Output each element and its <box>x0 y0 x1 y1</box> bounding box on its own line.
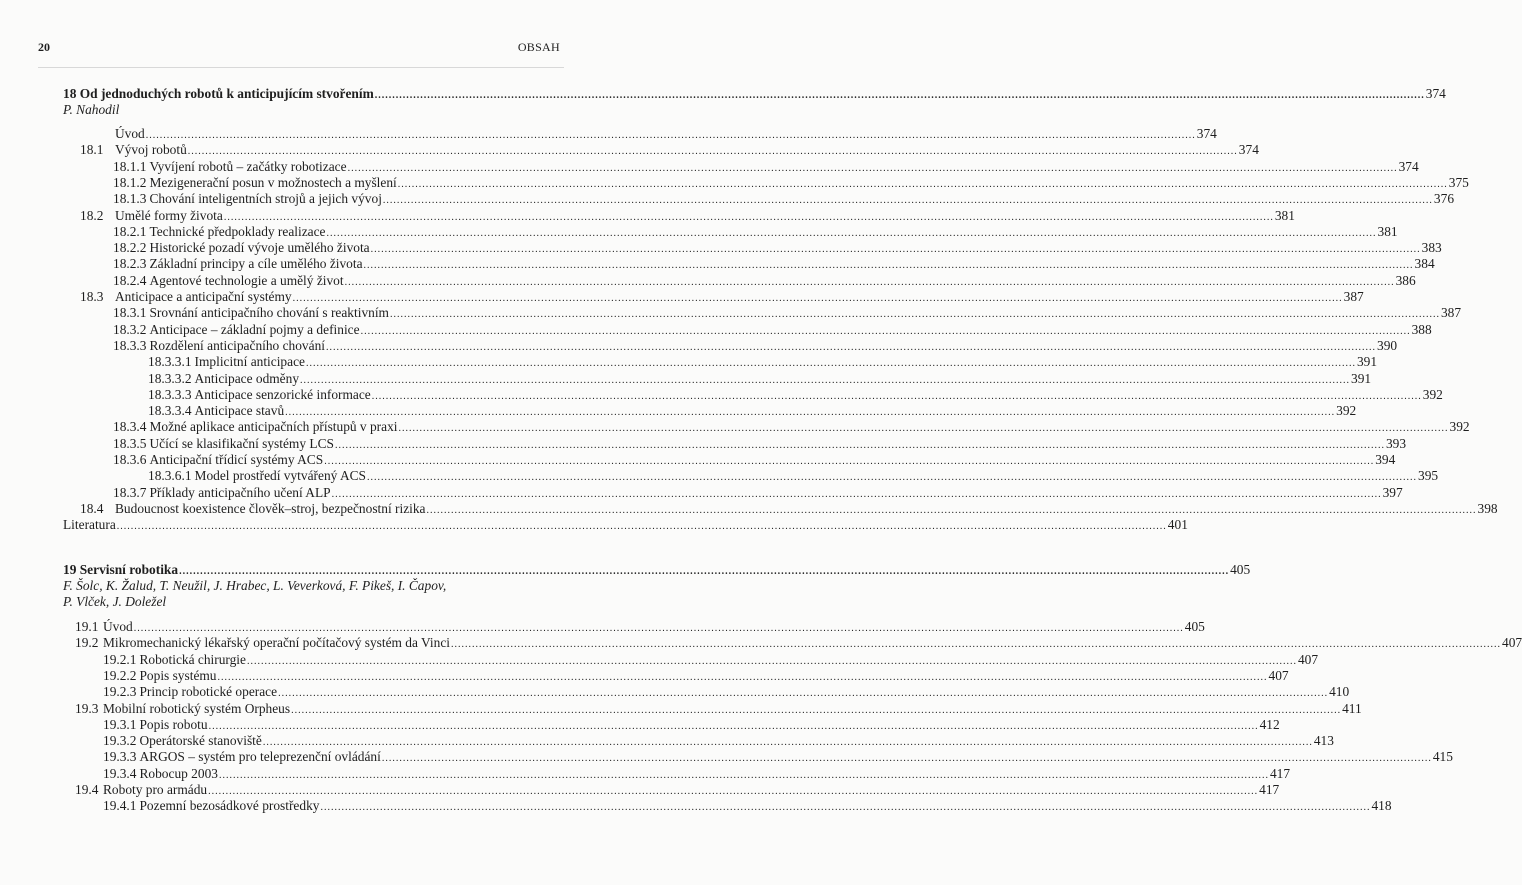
toc-entry[interactable] <box>103 798 1392 816</box>
section-number: 18.1.2 <box>113 174 147 190</box>
page-ref: 418 <box>1371 798 1392 814</box>
entry-label <box>148 403 284 419</box>
section-title: Anticipace – základní pojmy a definice <box>149 321 360 337</box>
section-title: Rozdělení anticipačního chování <box>149 337 325 353</box>
page-ref: 391 <box>1356 354 1378 370</box>
entry-label <box>148 371 299 387</box>
entry-label <box>148 468 366 484</box>
section-title: Mobilní robotický systém Orpheus <box>103 700 291 716</box>
page-ref: 417 <box>1259 782 1280 797</box>
toc-entry[interactable] <box>80 500 1498 519</box>
page-ref: 401 <box>1167 517 1188 533</box>
dot-leader: ............................................................................................................................................................................................................................................................................................................ <box>371 390 1422 402</box>
toc-entry[interactable] <box>80 207 1295 226</box>
toc-entry[interactable] <box>148 354 1378 372</box>
page-ref: 395 <box>1418 468 1439 484</box>
section-number: 19.3.3 <box>103 749 137 765</box>
page-ref: 405 <box>1184 619 1205 634</box>
section-number: 19.2.1 <box>103 651 137 667</box>
entry-label <box>103 668 217 684</box>
dot-leader: ............................................................................................................................................................................................................................................................................................................ <box>398 423 1449 435</box>
dot-leader: ............................................................................................................................................................................................................................................................................................................ <box>370 244 1421 256</box>
entry-label <box>113 175 397 191</box>
section-title: Literatura <box>63 517 116 533</box>
entry-label <box>80 208 223 224</box>
page-ref: 412 <box>1259 716 1280 732</box>
section-title: Historické pozadí vývoje umělého života <box>149 240 370 256</box>
page-ref: 383 <box>1421 240 1442 256</box>
section-number: 18.3.3 <box>113 337 147 353</box>
dot-leader: ............................................................................................................................................................................................................................................................................................................ <box>344 276 1395 288</box>
entry-label <box>113 240 370 256</box>
section-number: 18.3.1 <box>113 305 147 321</box>
page-ref: 387 <box>1343 289 1364 304</box>
page-ref: 392 <box>1449 419 1470 435</box>
page-ref: 390 <box>1377 337 1398 353</box>
section-title: Úvod <box>103 619 133 634</box>
page-ref: 397 <box>1382 484 1403 500</box>
page-ref: 384 <box>1414 256 1435 272</box>
toc-entry[interactable] <box>80 142 1259 160</box>
toc-entry[interactable] <box>75 782 1280 800</box>
dot-leader: ............................................................................................................................................................................................................................................................................................................ <box>347 162 1398 174</box>
page-ref: 407 <box>1297 651 1319 667</box>
section-number: 19.3 <box>75 700 99 716</box>
section-title: Roboty pro armádu <box>103 782 208 797</box>
dot-leader: ............................................................................................................................................................................................................................................................................................................ <box>133 623 1184 634</box>
dot-leader: ............................................................................................................................................................................................................................................................................................................ <box>291 704 1342 716</box>
section-title: Agentové technologie a umělý život <box>149 272 344 288</box>
toc-entry[interactable] <box>148 370 1372 389</box>
chapter-heading[interactable] <box>63 86 1446 104</box>
section-number: 18.3.7 <box>113 484 147 500</box>
section-number: 18.3.5 <box>113 435 147 451</box>
toc-entry[interactable] <box>103 651 1319 670</box>
dot-leader: ............................................................................................................................................................................................................................................................................................................ <box>292 293 1343 304</box>
dot-leader: ............................................................................................................................................................................................................................................................................................................ <box>326 341 1376 353</box>
entry-label <box>113 452 323 468</box>
section-title: Srovnání anticipačního chování s reaktivním <box>149 305 389 321</box>
dot-leader: ............................................................................................................................................................................................................................................................................................................ <box>374 90 1425 101</box>
page-ref: 415 <box>1432 749 1453 765</box>
section-number: 19.4 <box>75 782 99 797</box>
toc-entry[interactable] <box>63 517 1188 535</box>
section-number: 18.3.3.3 <box>148 386 192 402</box>
dot-leader: ............................................................................................................................................................................................................................................................................................................ <box>218 769 1269 781</box>
section-title: Vyvíjení robotů – začátky robotizace <box>149 158 347 174</box>
section-title: Anticipační třídicí systémy ACS <box>149 452 324 467</box>
page-ref: 393 <box>1385 435 1407 451</box>
toc-entry[interactable] <box>113 337 1398 356</box>
section-title: Umělé formy života <box>115 207 223 223</box>
section-title: Anticipace senzorické informace <box>194 386 371 402</box>
page-ref: 374 <box>1425 86 1446 101</box>
section-title: Anticipace odměny <box>194 370 300 386</box>
section-title: Popis systému <box>139 667 217 683</box>
entry-label <box>113 191 382 207</box>
page-ref: 386 <box>1395 272 1416 288</box>
entry-label <box>113 159 347 175</box>
entry-label <box>103 717 208 733</box>
toc-entry[interactable] <box>103 749 1453 767</box>
section-title: Mikromechanický lékařský operační počítačový systém da Vinci <box>103 635 450 651</box>
entry-label <box>103 749 381 765</box>
section-title: Základní principy a cíle umělého života <box>149 256 363 272</box>
chapter-authors: P. Nahodil <box>63 102 120 117</box>
toc-entry[interactable] <box>113 419 1470 437</box>
page-ref: 381 <box>1274 207 1295 223</box>
page-ref: 407 <box>1502 635 1522 651</box>
toc-entry[interactable] <box>113 256 1435 274</box>
section-title: Mezigenerační posun v možnostech a myšlení <box>149 174 397 190</box>
entry-label <box>113 436 334 452</box>
section-title: Model prostředí vytvářený ACS <box>194 468 366 484</box>
dot-leader: ............................................................................................................................................................................................................................................................................................................ <box>360 325 1411 337</box>
page-ref: 413 <box>1313 733 1334 749</box>
section-number: 18.1.3 <box>113 191 147 207</box>
dot-leader: ............................................................................................................................................................................................................................................................................................................ <box>262 737 1313 749</box>
chapter-authors: P. Vlček, J. Doležel <box>63 594 167 610</box>
section-title: Robocup 2003 <box>139 765 218 781</box>
page-ref: 411 <box>1342 700 1362 716</box>
section-number: 18.1.1 <box>113 158 147 174</box>
section-number: 19.3.4 <box>103 765 137 781</box>
page-ref: 391 <box>1351 370 1372 386</box>
section-number: 18.2.3 <box>113 256 147 272</box>
section-number: 18.3.6 <box>113 452 147 467</box>
page-ref: 374 <box>1238 142 1259 158</box>
toc-entry[interactable] <box>113 158 1419 177</box>
section-title: Implicitní anticipace <box>194 354 305 370</box>
toc-entry[interactable] <box>148 468 1439 486</box>
entry-label <box>113 485 331 501</box>
section-title: Úvod <box>115 126 145 141</box>
entry-label <box>148 387 371 403</box>
page-ref: 381 <box>1377 223 1398 239</box>
section-number: 18.3.6.1 <box>148 468 192 484</box>
dot-leader: ............................................................................................................................................................................................................................................................................................................ <box>334 439 1385 451</box>
page-ref: 407 <box>1268 667 1289 683</box>
entry-label <box>113 224 326 240</box>
toc-entry[interactable] <box>113 484 1403 503</box>
toc-entry[interactable] <box>113 272 1416 291</box>
section-number: 19.3.2 <box>103 733 137 749</box>
entry-label <box>75 782 207 798</box>
toc-entry[interactable] <box>113 174 1469 193</box>
section-number: 18.3.3.1 <box>148 354 192 370</box>
chapter-authors: F. Šolc, K. Žalud, T. Neužil, J. Hrabec, L. Veverková, F. Pikeš, I. Čapov, <box>63 578 447 593</box>
section-title: Anticipace stavů <box>194 403 285 419</box>
page-ref: 394 <box>1375 452 1396 467</box>
dot-leader: ............................................................................................................................................................................................................................................................................................................ <box>223 211 1274 223</box>
toc-entry[interactable] <box>103 733 1334 751</box>
toc-entry[interactable] <box>103 684 1350 702</box>
page-ref: 417 <box>1269 765 1291 781</box>
section-number: 18.3.2 <box>113 321 147 337</box>
entry-label <box>75 635 450 651</box>
section-number: 18.2.2 <box>113 240 147 256</box>
entry-label <box>80 142 187 158</box>
page-number: 20 <box>38 40 50 54</box>
page-ref: 374 <box>1398 158 1419 174</box>
toc-entry[interactable] <box>113 305 1462 323</box>
dot-leader: ............................................................................................................................................................................................................................................................................................................ <box>326 227 1377 239</box>
section-number: 19.3.1 <box>103 716 137 732</box>
entry-label <box>103 798 319 814</box>
section-title: Princip robotické operace <box>139 684 278 700</box>
toc-entry[interactable] <box>113 240 1442 258</box>
toc-entry[interactable] <box>113 191 1455 209</box>
entry-label <box>75 701 290 717</box>
dot-leader: ............................................................................................................................................................................................................................................................................................................ <box>320 802 1371 814</box>
toc-entry[interactable] <box>103 765 1291 784</box>
dot-leader: ............................................................................................................................................................................................................................................................................................................ <box>285 407 1336 419</box>
page-ref: 374 <box>1196 126 1217 141</box>
dot-leader: ............................................................................................................................................................................................................................................................................................................ <box>208 720 1259 732</box>
chapter-title: 18 Od jednoduchých robotů k anticipujícím stvořením <box>63 86 374 101</box>
dot-leader: ............................................................................................................................................................................................................................................................................................................ <box>331 488 1382 500</box>
section-number: 19.2.3 <box>103 684 137 700</box>
dot-leader: ............................................................................................................................................................................................................................................................................................................ <box>116 521 1167 533</box>
entry-label <box>80 501 426 517</box>
dot-leader: ............................................................................................................................................................................................................................................................................................................ <box>305 358 1356 370</box>
entry-label <box>103 766 218 782</box>
section-number: 18.3.4 <box>113 419 147 435</box>
dot-leader: ............................................................................................................................................................................................................................................................................................................ <box>426 504 1477 516</box>
dot-leader: ............................................................................................................................................................................................................................................................................................................ <box>382 195 1433 207</box>
section-title: Chování inteligentních strojů a jejich vývoj <box>149 191 382 207</box>
dot-leader: ............................................................................................................................................................................................................................................................................................................ <box>324 456 1375 467</box>
section-number: 19.4.1 <box>103 798 137 814</box>
section-title: Popis robotu <box>139 716 208 732</box>
dot-leader: ............................................................................................................................................................................................................................................................................................................ <box>300 374 1351 386</box>
dot-leader: ............................................................................................................................................................................................................................................................................................................ <box>217 671 1268 683</box>
toc-entry[interactable] <box>113 223 1398 242</box>
page-ref: 398 <box>1477 500 1498 516</box>
dot-leader: ............................................................................................................................................................................................................................................................................................................ <box>208 786 1259 797</box>
toc-entry[interactable] <box>148 403 1357 421</box>
page-ref: 392 <box>1422 386 1443 402</box>
entry-label <box>113 273 344 289</box>
toc-entry[interactable] <box>103 667 1289 686</box>
section-number: 18.3.3.4 <box>148 403 192 419</box>
dot-leader: ............................................................................................................................................................................................................................................................................................................ <box>381 753 1432 765</box>
section-number: 18.3 <box>80 289 104 304</box>
dot-leader: ............................................................................................................................................................................................................................................................................................................ <box>397 178 1448 190</box>
section-title: Technické předpoklady realizace <box>149 223 326 239</box>
section-number: 18.1 <box>80 142 104 158</box>
toc-entry[interactable] <box>75 635 1522 653</box>
entry-label <box>113 419 398 435</box>
section-number: 19.2.2 <box>103 667 137 683</box>
toc-entry[interactable] <box>75 700 1362 719</box>
entry-label <box>63 517 116 533</box>
entry-label <box>148 354 305 370</box>
section-title: Robotická chirurgie <box>139 651 246 667</box>
toc-entry[interactable] <box>148 386 1443 405</box>
dot-leader: ............................................................................................................................................................................................................................................................................................................ <box>363 260 1414 272</box>
entry-label <box>115 126 145 142</box>
entry-label <box>113 322 360 338</box>
entry-label <box>113 305 389 321</box>
section-title: Budoucnost koexistence člověk–stroj, bezpečnostní rizika <box>115 500 426 516</box>
page-ref: 410 <box>1329 684 1350 700</box>
dot-leader: ............................................................................................................................................................................................................................................................................................................ <box>389 309 1440 321</box>
page-ref: 375 <box>1448 174 1469 190</box>
section-number: 18.2.4 <box>113 272 147 288</box>
page-ref: 387 <box>1440 305 1462 321</box>
toc-entry[interactable] <box>113 435 1407 454</box>
dot-leader: ............................................................................................................................................................................................................................................................................................................ <box>451 639 1501 651</box>
page-ref: 405 <box>1230 562 1251 577</box>
toc-entry[interactable] <box>103 716 1280 735</box>
section-title: ARGOS – systém pro teleprezenční ovládání <box>139 749 381 765</box>
header-rule <box>38 67 564 68</box>
dot-leader: ............................................................................................................................................................................................................................................................................................................ <box>367 472 1417 484</box>
section-number: 18.2.1 <box>113 223 147 239</box>
toc-entry[interactable] <box>113 321 1432 340</box>
page-ref: 376 <box>1433 191 1455 207</box>
section-title: Pozemní bezosádkové prostředky <box>139 798 320 814</box>
entry-label <box>113 256 363 272</box>
dot-leader: ............................................................................................................................................................................................................................................................................................................ <box>187 146 1238 158</box>
dot-leader: ............................................................................................................................................................................................................................................................................................................ <box>246 655 1297 667</box>
entry-label <box>113 338 325 354</box>
entry-label <box>75 619 133 635</box>
toc-entry[interactable] <box>115 126 1217 144</box>
dot-leader: ............................................................................................................................................................................................................................................................................................................ <box>278 688 1329 700</box>
section-title: Operátorské stanoviště <box>139 733 262 749</box>
entry-label <box>103 733 262 749</box>
dot-leader: ............................................................................................................................................................................................................................................................................................................ <box>179 566 1230 577</box>
dot-leader: ............................................................................................................................................................................................................................................................................................................ <box>145 130 1196 141</box>
page-ref: 388 <box>1411 321 1432 337</box>
toc-entry[interactable] <box>75 619 1205 637</box>
entry-label <box>103 652 246 668</box>
section-number: 18.2 <box>80 207 104 223</box>
section-title: Anticipace a anticipační systémy <box>115 289 292 304</box>
entry-label <box>80 289 292 305</box>
section-number: 19.2 <box>75 635 99 651</box>
section-number: 18.4 <box>80 500 104 516</box>
chapter-title: 19 Servisní robotika <box>63 562 179 577</box>
entry-label <box>103 684 277 700</box>
toc-entry[interactable] <box>80 289 1364 307</box>
section-number: 18.3.3.2 <box>148 370 192 386</box>
section-title: Učící se klasifikační systémy LCS <box>149 435 334 451</box>
section-title: Příklady anticipačního učení ALP <box>149 484 331 500</box>
running-head: OBSAH <box>517 40 560 54</box>
section-title: Možné aplikace anticipačních přístupů v praxi <box>149 419 398 435</box>
page-ref: 392 <box>1336 403 1357 419</box>
toc-entry[interactable] <box>113 452 1396 470</box>
section-number: 19.1 <box>75 619 99 634</box>
section-title: Vývoj robotů <box>115 142 187 158</box>
